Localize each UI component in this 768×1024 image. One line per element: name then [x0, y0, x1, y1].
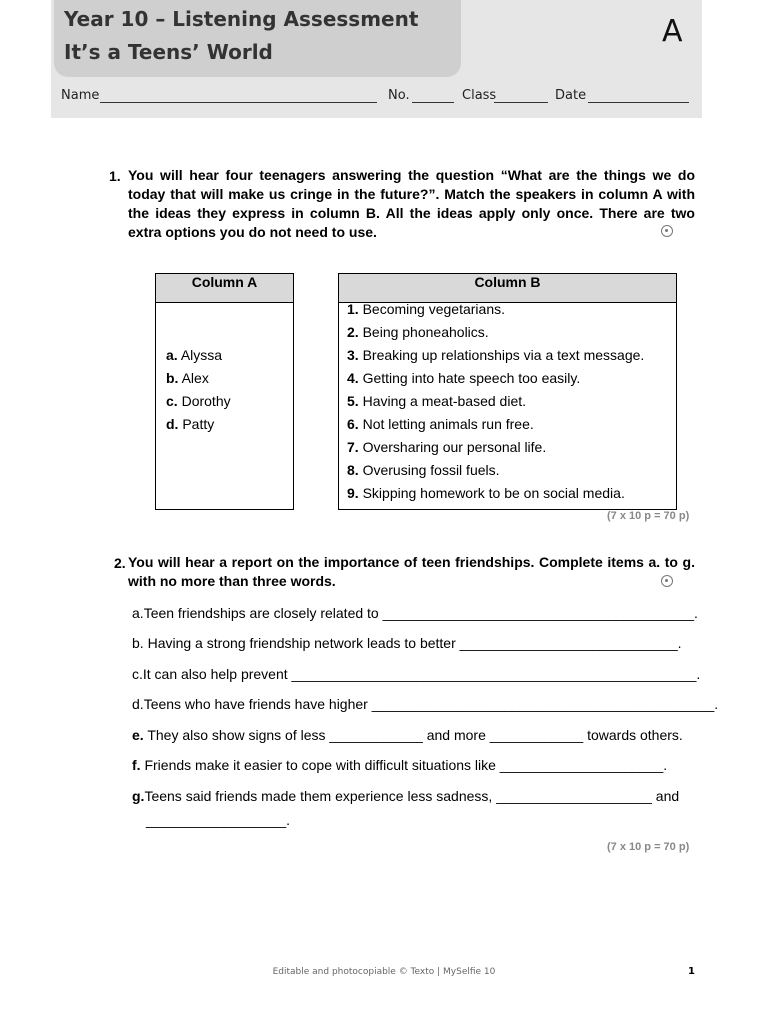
class-label: Class — [462, 88, 497, 103]
item-text: They also show signs of less ____________ and more ____________ towards others. — [147, 727, 683, 743]
item-text: Skipping homework to be on social media. — [362, 485, 625, 501]
item-key: 3. — [347, 347, 359, 363]
gap-fill-item[interactable] — [132, 757, 667, 774]
name-field[interactable] — [100, 102, 377, 103]
item-text: Breaking up relationships via a text message. — [362, 347, 645, 363]
column-a-header: Column A — [156, 274, 293, 303]
class-field[interactable] — [494, 102, 548, 103]
item-key: d. — [132, 696, 144, 712]
item-text: It can also help prevent ____________________________________________________. — [142, 666, 701, 682]
audio-target-icon — [661, 575, 673, 587]
item-text: Patty — [182, 416, 215, 432]
item-key: e. — [132, 727, 144, 743]
item-text: Teens who have friends have higher ____________________________________________. — [143, 696, 719, 712]
item-text: Having a strong friendship network leads to better ____________________________. — [147, 635, 682, 651]
question-1-text: You will hear four teenagers answering the question “What are the things we do today that will make us cringe in the future?”. Match the speakers in column A with the ideas they express in column B. All the ideas apply only once. There are two extra options you do not need to use. — [128, 167, 695, 240]
gap-fill-item[interactable] — [132, 788, 679, 805]
item-key: c. — [166, 393, 178, 409]
column-a-item — [166, 370, 209, 387]
item-key: 9. — [347, 485, 359, 501]
column-b-item — [347, 485, 625, 502]
name-label: Name — [61, 88, 100, 103]
gap-fill-item[interactable] — [132, 727, 683, 744]
column-b-item — [347, 301, 505, 318]
question-2-text: You will hear a report on the importance of teen friendships. Complete items a. to g. with no more than three words. — [128, 554, 695, 589]
item-text: Teen friendships are closely related to ________________________________________. — [143, 605, 698, 621]
number-label: No. — [388, 88, 410, 103]
page-number: 1 — [688, 966, 695, 977]
item-key: f. — [132, 757, 141, 773]
gap-fill-item[interactable] — [132, 666, 700, 683]
column-b-header: Column B — [339, 274, 676, 303]
item-key: 8. — [347, 462, 359, 478]
version-letter: A — [662, 14, 683, 49]
question-1-score: (7 x 10 p = 70 p) — [607, 510, 690, 522]
gap-fill-item[interactable] — [132, 605, 698, 622]
item-text: Friends make it easier to cope with difficult situations like _____________________. — [144, 757, 668, 773]
item-text: Becoming vegetarians. — [362, 301, 505, 317]
item-text: Teens said friends made them experience less sadness, ____________________ and — [144, 788, 680, 804]
column-b-item — [347, 370, 580, 387]
item-text: Having a meat-based diet. — [362, 393, 527, 409]
item-text: Overusing fossil fuels. — [362, 462, 500, 478]
column-b-item — [347, 324, 489, 341]
column-b-item — [347, 439, 546, 456]
column-b-item — [347, 416, 534, 433]
column-b-item — [347, 347, 644, 364]
item-key: 4. — [347, 370, 359, 386]
gap-fill-item[interactable] — [132, 635, 682, 652]
item-text: Alyssa — [180, 347, 223, 363]
item-key: b. — [166, 370, 179, 386]
number-field[interactable] — [412, 102, 454, 103]
item-key: 6. — [347, 416, 359, 432]
item-key: 5. — [347, 393, 359, 409]
item-key: b. — [132, 635, 144, 651]
item-text: Dorothy — [181, 393, 231, 409]
footer-copyright: Editable and photocopiable © Texto | MySelfie 10 — [272, 967, 496, 977]
column-a-item — [166, 416, 214, 433]
item-key: g. — [132, 788, 145, 804]
column-a-table — [155, 273, 294, 510]
item-key: a. — [166, 347, 178, 363]
page-subtitle: It’s a Teens’ World — [64, 40, 273, 64]
date-label: Date — [555, 88, 587, 103]
item-key: c. — [132, 666, 143, 682]
column-b-item — [347, 462, 500, 479]
item-key: d. — [166, 416, 179, 432]
column-a-item — [166, 347, 222, 364]
item-text: Not letting animals run free. — [362, 416, 534, 432]
item-text: Being phoneaholics. — [362, 324, 489, 340]
gap-fill-item[interactable] — [132, 696, 718, 713]
item-text: Getting into hate speech too easily. — [362, 370, 581, 386]
date-field[interactable] — [588, 102, 689, 103]
item-key: a. — [132, 605, 144, 621]
item-text: Alex — [181, 370, 209, 386]
question-2-number: 2. — [114, 555, 126, 571]
question-1-number: 1. — [109, 168, 121, 184]
item-key: 1. — [347, 301, 359, 317]
question-2-score: (7 x 10 p = 70 p) — [607, 841, 690, 853]
item-key: 7. — [347, 439, 359, 455]
gap-fill-item-continuation[interactable]: __________________. — [146, 812, 291, 828]
audio-target-icon — [661, 225, 673, 237]
page-title: Year 10 – Listening Assessment — [64, 7, 419, 31]
column-a-item — [166, 393, 231, 410]
column-b-item — [347, 393, 526, 410]
item-key: 2. — [347, 324, 359, 340]
item-text: Oversharing our personal life. — [362, 439, 547, 455]
